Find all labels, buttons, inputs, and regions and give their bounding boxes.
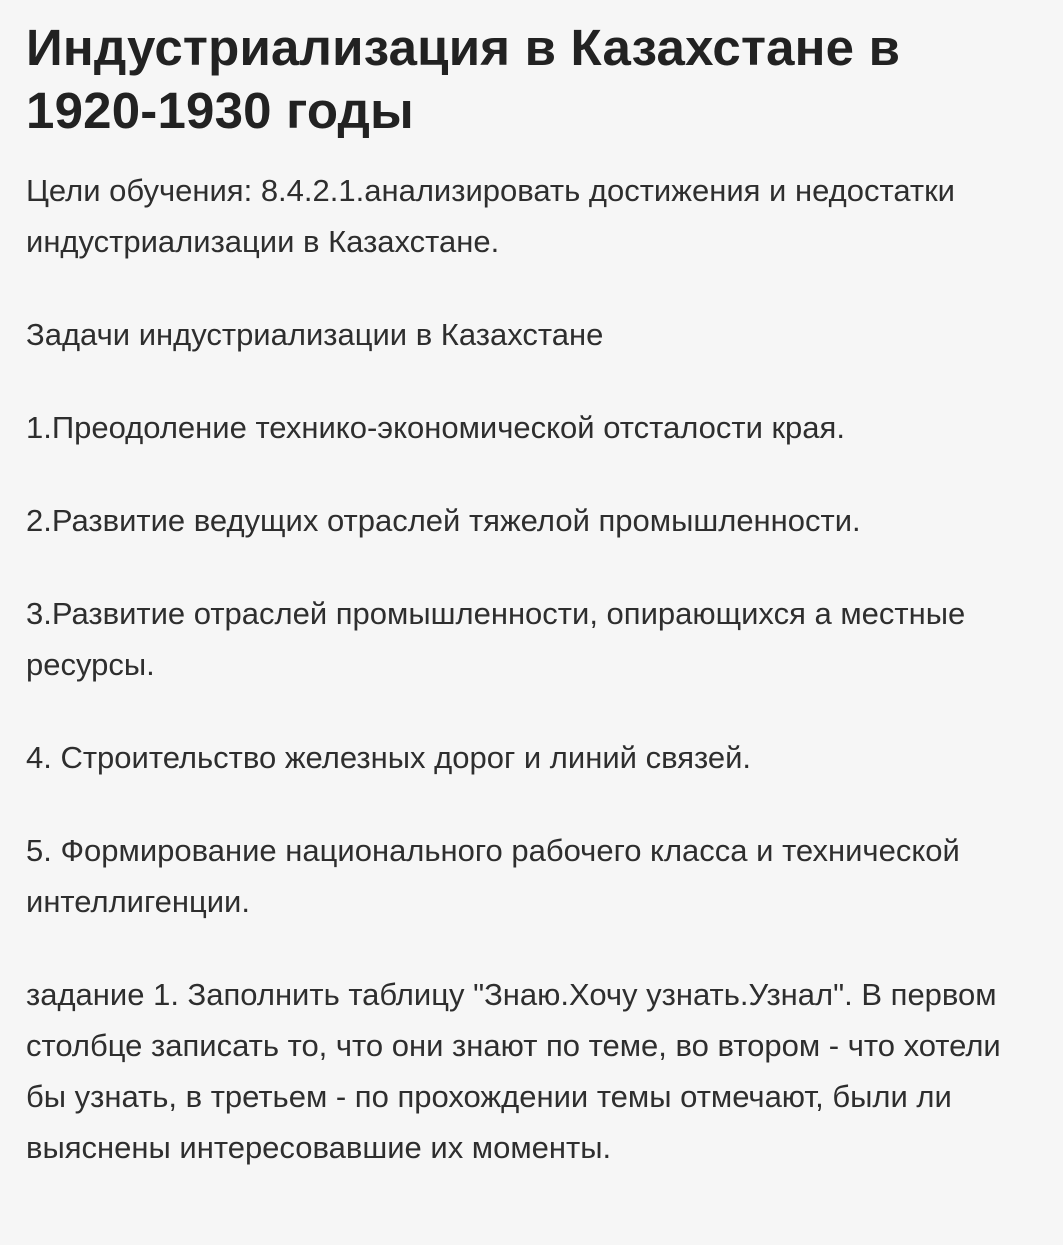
assignment-text: задание 1. Заполнить таблицу "Знаю.Хочу узнать.Узнал". В первом столбце записать то, что они знают по теме, во втором - что хотели бы узнать, в третьем - по прохождении темы отмечают, были ли выяснены интересовавшие их моменты. [26, 977, 1001, 1165]
tasks-heading: Задачи индустриализации в Казахстане [26, 317, 604, 352]
page-title: Индустриализация в Казахстане в 1920-1930 годы [26, 19, 901, 139]
task-item: 4. Строительство железных дорог и линий связей. [26, 740, 752, 775]
task-item: 3.Развитие отраслей промышленности, опирающихся а местные ресурсы. [26, 596, 966, 682]
task-item: 5. Формирование национального рабочего класса и технической интеллигенции. [26, 833, 960, 919]
task-item: 1.Преодоление технико-экономической отсталости края. [26, 410, 845, 445]
task-item: 2.Развитие ведущих отраслей тяжелой промышленности. [26, 503, 861, 538]
learning-goal: Цели обучения: 8.4.2.1.анализировать достижения и недостатки индустриализации в Казахстане. [26, 173, 955, 259]
